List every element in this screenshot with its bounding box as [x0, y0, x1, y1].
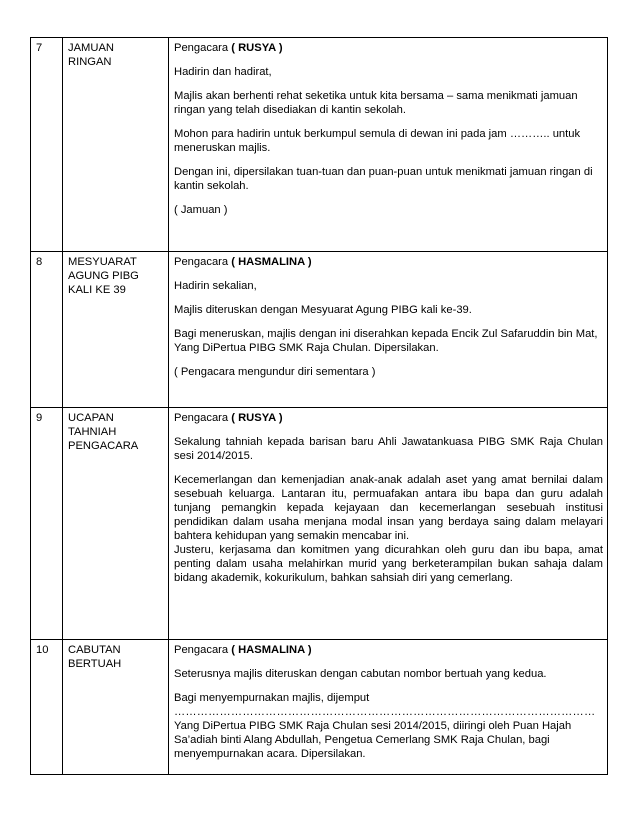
- script-paragraph: ( Jamuan ): [174, 204, 228, 216]
- script-paragraph: Kecemerlangan dan kemenjadian anak-anak adalah aset yang amat bernilai dalam sesebuah keluarga. Lantaran itu, permuafakan antara ibu bapa dan guru adalah tunjang pemangkin kepada kejayaan dan kecemerlangan sesebuah institusi pendidikan dalam usaha menjana modal insan yang berdaya saing dalam melayari bahtera kehidupan yang semakin mencabar ini.: [174, 474, 603, 542]
- agenda-row-7: [31, 38, 608, 252]
- row-script: [169, 640, 608, 775]
- row-item: [63, 38, 169, 252]
- speaker-line: [174, 255, 603, 269]
- speaker-prefix: Pengacara: [174, 644, 232, 656]
- script-paragraph: Dengan ini, dipersilakan tuan-tuan dan puan-puan untuk menikmati jamuan ringan di kantin sekolah.: [174, 166, 593, 192]
- row-item: [63, 408, 169, 640]
- item-label: JAMUAN RINGAN: [68, 42, 114, 68]
- script-paragraph: Hadirin dan hadirat,: [174, 66, 272, 78]
- script-paragraph: Bagi meneruskan, majlis dengan ini diserahkan kepada Encik Zul Safaruddin bin Mat, Yang DiPertua PIBG SMK Raja Chulan. Dipersilakan.: [174, 328, 598, 354]
- speaker-line: [174, 411, 603, 425]
- script-paragraph: Yang DiPertua PIBG SMK Raja Chulan sesi 2014/2015, diiringi oleh Puan Hajah Sa’adiah binti Alang Abdullah, Pengetua Cemerlang SMK Raja Chulan, bagi menyempurnakan acara. Dipersilakan.: [174, 720, 572, 760]
- blank-fill-line: [174, 705, 603, 719]
- row-number: 8: [31, 252, 63, 408]
- agenda-row-9: [31, 408, 608, 640]
- row-item: [63, 252, 169, 408]
- speaker-prefix: Pengacara: [174, 42, 232, 54]
- row-number: 9: [31, 408, 63, 640]
- row-script: [169, 252, 608, 408]
- agenda-row-10: [31, 640, 608, 775]
- script-paragraph: Sekalung tahniah kepada barisan baru Ahli Jawatankuasa PIBG SMK Raja Chulan sesi 2014/2015.: [174, 436, 603, 462]
- speaker-name: ( RUSYA ): [231, 412, 283, 424]
- script-paragraph: Majlis akan berhenti rehat seketika untuk kita bersama – sama menikmati jamuan ringan yang telah disediakan di kantin sekolah.: [174, 90, 578, 116]
- row-number: 10: [31, 640, 63, 775]
- row-number: 7: [31, 38, 63, 252]
- row-script: [169, 408, 608, 640]
- item-label: CABUTAN BERTUAH: [68, 644, 122, 670]
- speaker-line: [174, 41, 603, 55]
- speaker-prefix: Pengacara: [174, 412, 232, 424]
- script-paragraph: Majlis diteruskan dengan Mesyuarat Agung PIBG kali ke-39.: [174, 304, 472, 316]
- item-label: MESYUARAT AGUNG PIBG KALI KE 39: [68, 256, 139, 296]
- script-paragraph: Bagi menyempurnakan majlis, dijemput: [174, 692, 370, 704]
- item-label: UCAPAN TAHNIAH PENGACARA: [68, 412, 139, 452]
- script-paragraph: ( Pengacara mengundur diri sementara ): [174, 366, 376, 378]
- speaker-name: ( HASMALINA ): [231, 256, 312, 268]
- row-item: [63, 640, 169, 775]
- speaker-line: [174, 643, 603, 657]
- speaker-prefix: Pengacara: [174, 256, 232, 268]
- agenda-table: [30, 37, 608, 775]
- script-paragraph: Mohon para hadirin untuk berkumpul semula di dewan ini pada jam ……….. untuk meneruskan majlis.: [174, 128, 581, 154]
- script-paragraph: Justeru, kerjasama dan komitmen yang dicurahkan oleh guru dan ibu bapa, amat penting dalam usaha melahirkan murid yang berketerampilan bukan sahaja dalam bidang akademik, kokurikulum, bahkan sahsiah diri yang cemerlang.: [174, 544, 603, 584]
- dotted-placeholder: …………………………………………………………………………………………………: [174, 706, 596, 718]
- speaker-name: ( HASMALINA ): [231, 644, 312, 656]
- script-paragraph: Hadirin sekalian,: [174, 280, 257, 292]
- agenda-row-8: [31, 252, 608, 408]
- script-paragraph: Seterusnya majlis diteruskan dengan cabutan nombor bertuah yang kedua.: [174, 668, 547, 680]
- row-script: [169, 38, 608, 252]
- speaker-name: ( RUSYA ): [231, 42, 283, 54]
